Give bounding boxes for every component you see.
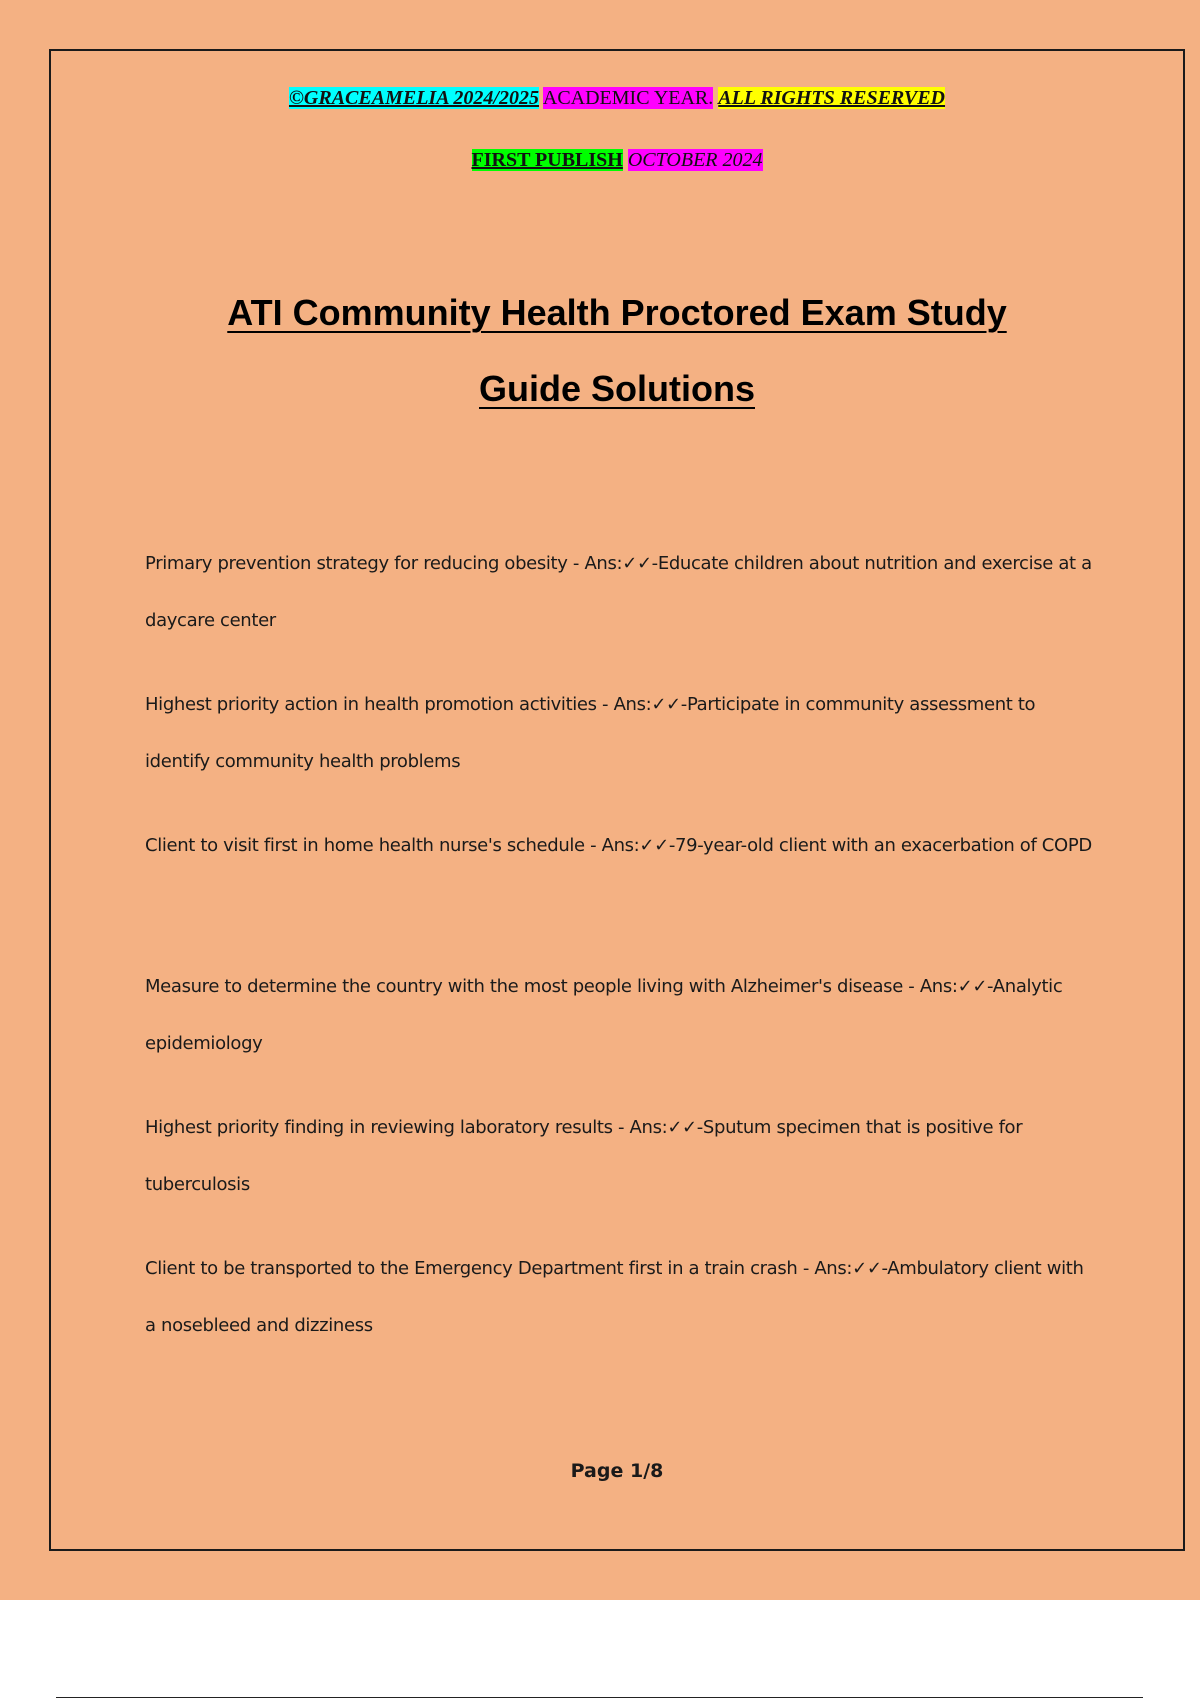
qa-item: Client to visit first in home health nurse's schedule - Ans:✓✓-79-year-old client with an exacerbation of COPD: [145, 835, 1092, 856]
publish-date-label: OCTOBER 2024: [627, 149, 763, 171]
qa-list: [145, 535, 1095, 1381]
document-title-line-2: Guide Solutions: [479, 368, 755, 409]
page-number: Page 1/8: [570, 1460, 664, 1482]
copyright-header: [0, 85, 1200, 111]
footer-divider: [56, 1697, 1143, 1698]
document-title-line-1: ATI Community Health Proctored Exam Study: [227, 292, 1007, 333]
qa-item: Primary prevention strategy for reducing obesity - Ans:✓✓-Educate children about nutrition and exercise at a daycare center: [145, 553, 1092, 631]
qa-item: Client to be transported to the Emergency Department first in a train crash - Ans:✓✓-Ambulatory client with a nosebleed and dizziness: [145, 1258, 1084, 1336]
first-publish-label: FIRST PUBLISH: [471, 149, 623, 171]
qa-item: Measure to determine the country with the most people living with Alzheimer's disease - Ans:✓✓-Analytic epidemiology: [145, 976, 1063, 1054]
publish-header: [0, 147, 1200, 173]
copyright-label: ©GRACEAMELIA 2024/2025: [288, 87, 539, 109]
qa-item: Highest priority finding in reviewing laboratory results - Ans:✓✓-Sputum specimen that is positive for tuberculosis: [145, 1117, 1023, 1195]
academic-year-label: ACADEMIC YEAR.: [542, 87, 714, 109]
rights-reserved-label: ALL RIGHTS RESERVED: [718, 87, 946, 109]
qa-item: Highest priority action in health promotion activities - Ans:✓✓-Participate in community assessment to identify community health problems: [145, 694, 1036, 772]
